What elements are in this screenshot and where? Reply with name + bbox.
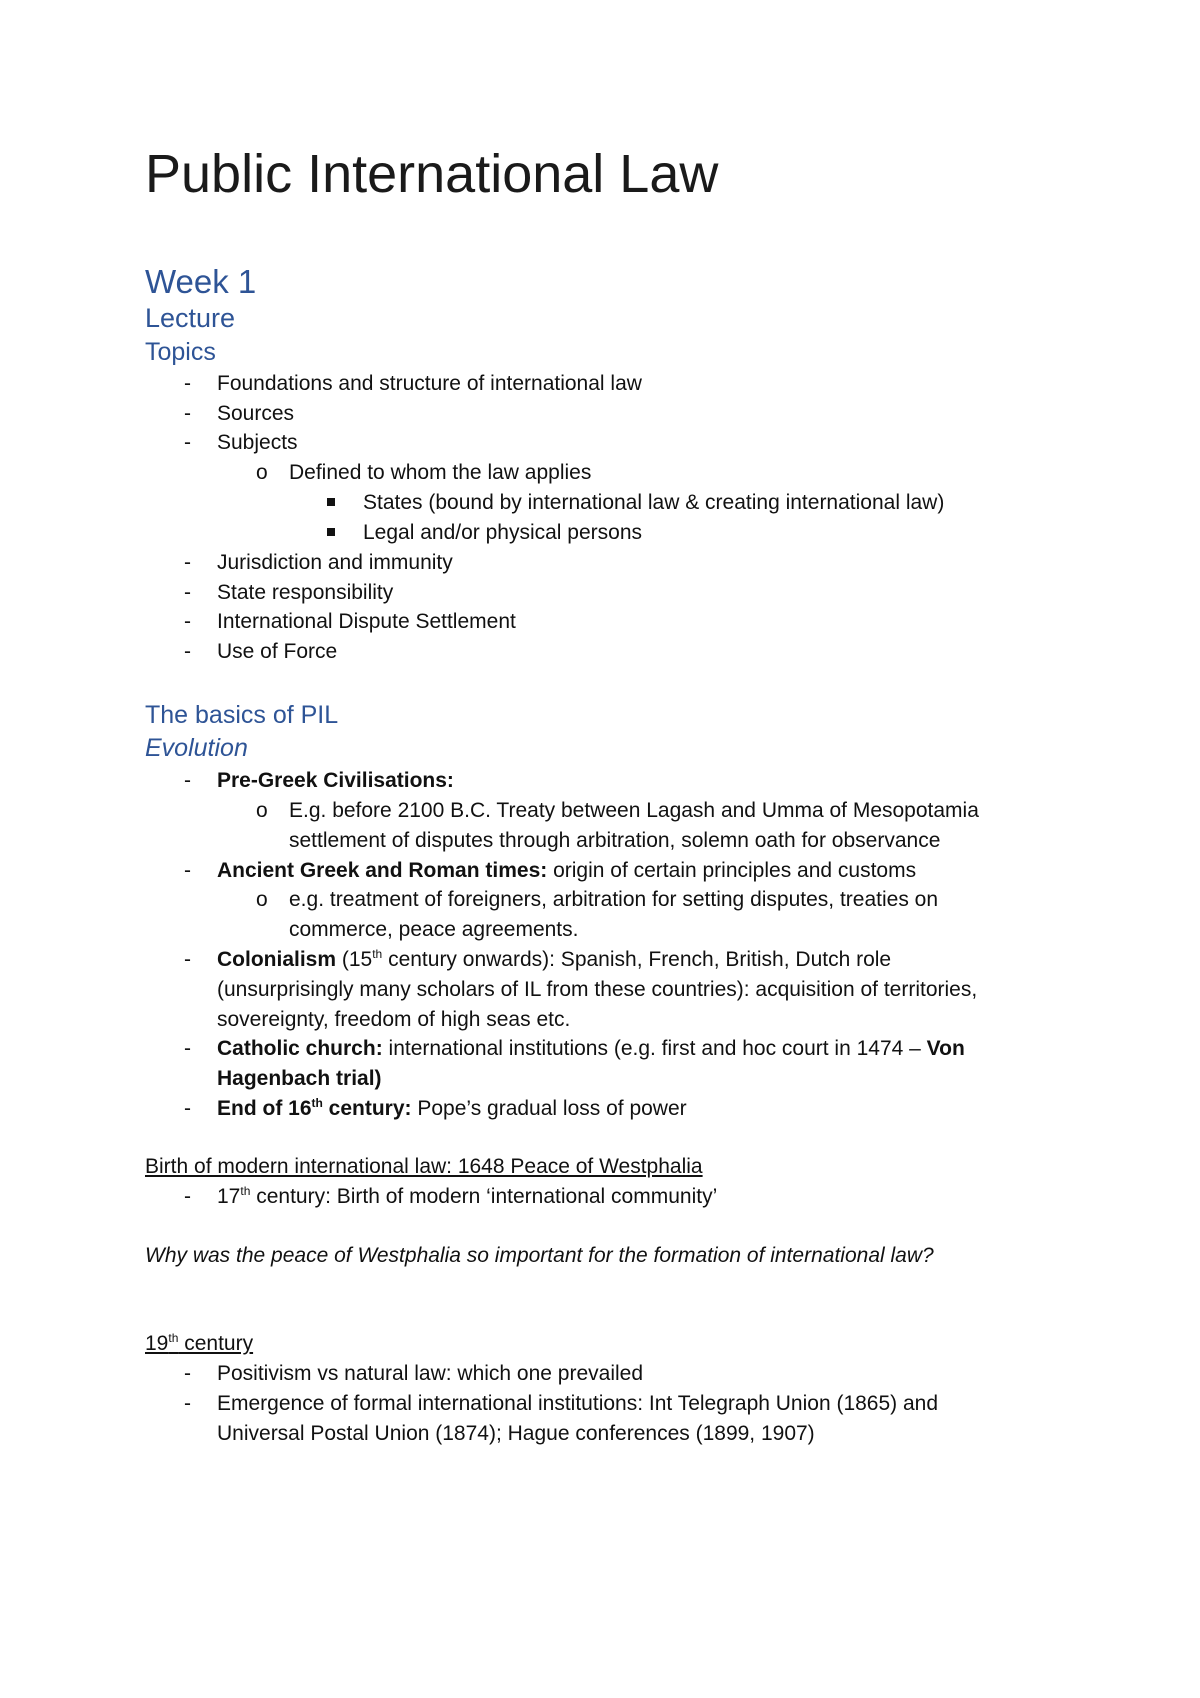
lecture-heading: Lecture bbox=[145, 303, 236, 333]
pregreek-label: Pre-Greek Civilisations: bbox=[217, 769, 454, 792]
birth-item-sup: th bbox=[240, 1184, 251, 1198]
dash-bullet: - bbox=[184, 581, 191, 604]
end16-sup: th bbox=[311, 1096, 323, 1110]
dash-bullet: - bbox=[184, 769, 191, 792]
colonialism-line2: (unsurprisingly many scholars of IL from these countries): acquisition of territories, bbox=[217, 978, 978, 1001]
dash-bullet: - bbox=[184, 1362, 191, 1385]
westphalia-question: Why was the peace of Westphalia so important for the formation of international law? bbox=[145, 1244, 934, 1267]
week-heading: Week 1 bbox=[145, 263, 257, 300]
dash-bullet: - bbox=[184, 402, 191, 425]
catholic-bold2: Hagenbach trial) bbox=[217, 1067, 382, 1090]
topic-item: Jurisdiction and immunity bbox=[217, 551, 453, 574]
dash-bullet: - bbox=[184, 1097, 191, 1120]
dash-bullet: - bbox=[184, 551, 191, 574]
dash-bullet: - bbox=[184, 640, 191, 663]
pregreek-sub-line1: E.g. before 2100 B.C. Treaty between Lagash and Umma of Mesopotamia bbox=[289, 799, 979, 822]
catholic-text: international institutions (e.g. first and hoc court in 1474 – bbox=[382, 1037, 927, 1060]
subsubtopic-item: States (bound by international law & creating international law) bbox=[363, 491, 945, 514]
colonialism-line3: sovereignty, freedom of high seas etc. bbox=[217, 1008, 571, 1031]
c19-post: century bbox=[178, 1332, 254, 1355]
greek-label: Ancient Greek and Roman times: bbox=[217, 859, 548, 882]
birth-item bbox=[217, 1184, 717, 1210]
document-title: Public International Law bbox=[145, 144, 719, 204]
subtopic-item: Defined to whom the law applies bbox=[289, 461, 592, 484]
c19-item-cont: Universal Postal Union (1874); Hague conferences (1899, 1907) bbox=[217, 1422, 815, 1445]
evolution-item-pregreek bbox=[217, 768, 454, 794]
end16-text: Pope’s gradual loss of power bbox=[411, 1097, 687, 1120]
greek-text: origin of certain principles and customs bbox=[547, 859, 917, 882]
dash-bullet: - bbox=[184, 1037, 191, 1060]
c19-pre: 19 bbox=[145, 1332, 169, 1355]
end16-label-pre: End of 16 bbox=[217, 1097, 312, 1120]
c19-heading bbox=[145, 1331, 253, 1357]
catholic-label: Catholic church: bbox=[217, 1037, 383, 1060]
dash-bullet: - bbox=[184, 948, 191, 971]
colonialism-pre: (15 bbox=[336, 948, 373, 971]
colonialism-line1-rest: century onwards): Spanish, French, British, Dutch role bbox=[382, 948, 892, 971]
dash-bullet: - bbox=[184, 372, 191, 395]
subsubtopic-item: Legal and/or physical persons bbox=[363, 521, 643, 544]
catholic-line2 bbox=[217, 1066, 382, 1092]
circle-bullet: o bbox=[256, 888, 268, 911]
topic-item: Sources bbox=[217, 402, 295, 425]
colonialism-sup: th bbox=[372, 947, 383, 961]
evolution-heading: Evolution bbox=[145, 734, 248, 762]
pregreek-sub-line2: settlement of disputes through arbitration, solemn oath for observance bbox=[289, 829, 941, 852]
topic-item: State responsibility bbox=[217, 581, 394, 604]
c19-item: Positivism vs natural law: which one prevailed bbox=[217, 1362, 644, 1385]
evolution-item-greek bbox=[217, 858, 916, 884]
c19-sup: th bbox=[168, 1331, 179, 1345]
dash-bullet: - bbox=[184, 1392, 191, 1415]
square-bullet bbox=[327, 498, 335, 506]
greek-sub-line2: commerce, peace agreements. bbox=[289, 918, 579, 941]
circle-bullet: o bbox=[256, 461, 268, 484]
c19-item: Emergence of formal international institutions: Int Telegraph Union (1865) and bbox=[217, 1392, 939, 1415]
topic-item: International Dispute Settlement bbox=[217, 610, 516, 633]
dash-bullet: - bbox=[184, 431, 191, 454]
square-bullet bbox=[327, 528, 335, 536]
end16-label-post: century: bbox=[322, 1097, 412, 1120]
catholic-bold1: Von bbox=[926, 1037, 965, 1060]
evolution-item-end16 bbox=[217, 1096, 687, 1122]
basics-heading: The basics of PIL bbox=[145, 701, 339, 729]
evolution-item-catholic bbox=[217, 1036, 965, 1062]
greek-sub-line1: e.g. treatment of foreigners, arbitration for setting disputes, treaties on bbox=[289, 888, 939, 911]
birth-item-pre: 17 bbox=[217, 1185, 241, 1208]
dash-bullet: - bbox=[184, 610, 191, 633]
colonialism-label: Colonialism bbox=[217, 948, 337, 971]
topics-heading: Topics bbox=[145, 338, 216, 366]
topic-item: Subjects bbox=[217, 431, 298, 454]
evolution-item-colonialism bbox=[217, 947, 891, 973]
circle-bullet: o bbox=[256, 799, 268, 822]
topic-item: Use of Force bbox=[217, 640, 338, 663]
birth-item-post: century: Birth of modern ‘international community’ bbox=[250, 1185, 718, 1208]
dash-bullet: - bbox=[184, 859, 191, 882]
dash-bullet: - bbox=[184, 1185, 191, 1208]
topic-item: Foundations and structure of international law bbox=[217, 372, 642, 395]
birth-heading: Birth of modern international law: 1648 Peace of Westphalia bbox=[145, 1155, 703, 1178]
